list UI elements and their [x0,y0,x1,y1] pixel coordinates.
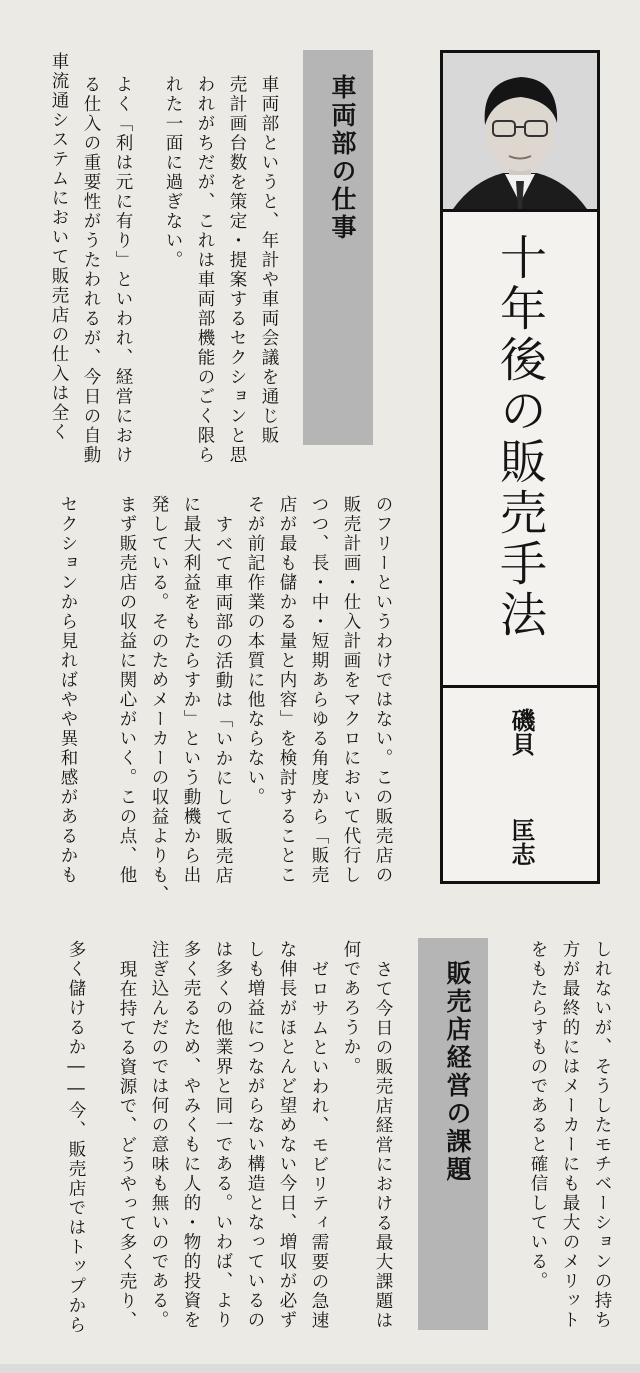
section-heading-dealer-management: 販売店経営の課題 [443,960,472,1184]
text-column: われがちだが、これは車両部機能のごく限ら [195,75,215,465]
page-bottom-edge [0,1364,640,1373]
text-column: 車両部というと、年計や車両会議を通じ販 [259,75,279,446]
text-column: に最大利益をもたらすか」という動機から出 [181,495,201,885]
text-column: 売計画台数を策定・提案するセクションと思 [227,75,247,465]
text-column: をもたらすものであると確信している。 [528,940,548,1291]
text-column: 注ぎ込んだのでは何の意味も無いのである。 [149,940,169,1330]
text-column: 店が最も儲かる量と内容」を検討することこ [277,495,297,885]
text-column: 車流通システムにおいて販売店の仕入は全く [49,52,69,442]
title-divider [443,685,597,688]
section-heading-vehicle-dept: 車両部の仕事 [328,74,357,242]
text-column: よく「利は元に有り」といわれ、経営におけ [113,75,133,465]
text-column: セクションから見ればやや異和感があるかも [58,495,78,885]
text-column: れた一面に過ぎない。 [163,75,183,270]
text-column: 現在持てる資源で、どうやって多く売り、 [117,960,137,1331]
text-column: しも増益につながらない構造となっているの [245,940,265,1330]
text-column: 販売計画・仕入計画をマクロにおいて代行し [341,495,361,885]
author-family-name: 磯貝 [507,708,535,756]
article-title-box [440,50,600,884]
text-column: 多く儲けるか――今、販売店ではトップから [66,940,86,1335]
text-column: な伸長がほとんど望めない今日、増収が必ず [277,940,297,1330]
author-given-name: 匡志 [507,818,535,866]
article-title: 十年後の販売手法 [492,233,547,641]
text-column: さて今日の販売店経営における最大課題は [373,960,393,1331]
text-column: そが前記作業の本質に他ならない。 [245,495,265,807]
text-column: まず販売店の収益に関心がいく。この点、他 [117,495,137,885]
text-column: ゼロサムといわれ、モビリティ需要の急速 [309,960,329,1331]
author-portrait-image [443,53,597,209]
text-column: しれないが、そうしたモチベーションの持ち [592,940,612,1330]
text-column: は多くの他業界と同一である。いわば、より [213,940,233,1330]
text-column: 何であろうか。 [341,940,361,1077]
text-column: つつ、長・中・短期あらゆる角度から「販売 [309,495,329,885]
text-column: 多く売るため、やみくもに人的・物的投資を [181,940,201,1330]
text-column: 方が最終的にはメーカーにも最大のメリット [560,940,580,1330]
text-column: のフリーというわけではない。この販売店の [373,495,393,885]
text-column: すべて車両部の活動は「いかにして販売店 [213,515,233,886]
text-column: る仕入の重要性がうたわれるが、今日の自動 [81,75,101,465]
author-portrait [443,53,597,212]
text-column: 発している。そのためメーカーの収益よりも、 [149,495,169,905]
